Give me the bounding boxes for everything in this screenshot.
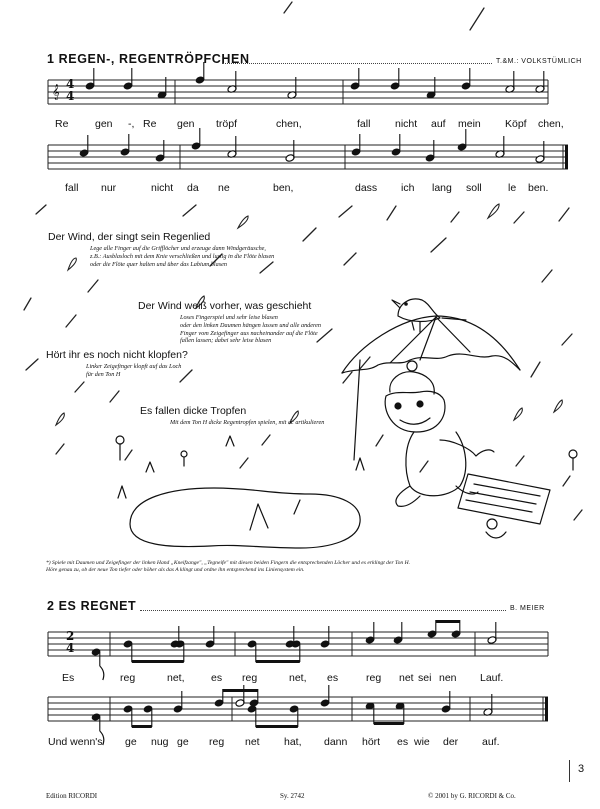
lyric-syllable: ge (177, 736, 189, 748)
lyric-syllable: Und wenn's (48, 736, 103, 748)
lyric-syllable: nur (101, 182, 117, 194)
exercise-3-text-line: für den Ton H (86, 370, 121, 378)
lyric-syllable: es (327, 672, 339, 684)
lyric-syllable: tröpf (216, 118, 238, 130)
clef-symbol: 𝄞 (52, 85, 60, 100)
exercise-4-text (170, 419, 324, 427)
exercise-1-heading: Der Wind, der singt sein Regenlied (48, 231, 211, 243)
page-number: 3 (578, 763, 585, 775)
lyric-syllable: ne (218, 182, 230, 194)
lyric-syllable: chen, (276, 118, 302, 130)
exercise-1-text-line: oder die Flöte quer halten und über das Labium blasen (90, 260, 227, 268)
lyric-syllable: nen (439, 672, 457, 684)
lyric-syllable: reg (120, 672, 136, 684)
lyric-syllable: ben, (273, 182, 294, 194)
song-2-time-signature-den: 4 (66, 641, 75, 655)
song-1-credit: T.&M.: VOLKSTÜMLICH (496, 58, 582, 65)
lyric-syllable: Es (62, 672, 75, 684)
lyric-syllable: sei (418, 672, 432, 684)
lyric-syllable: auf (431, 118, 446, 130)
lyric-syllable: net (245, 736, 260, 748)
exercise-1-text-line: Lege alle Finger auf die Grifflöcher und erzeuge dann Windgeräusche, (90, 245, 266, 252)
beam (256, 725, 298, 728)
lyric-syllable: lang (432, 182, 452, 194)
lyric-syllable: da (187, 182, 199, 194)
lyric-syllable: nug (151, 736, 169, 748)
lyric-syllable: fall (357, 118, 371, 130)
lyric-syllable: hört (362, 736, 381, 748)
exercise-2-text-line: Loses Fingerspiel und sehr leise blasen (180, 314, 278, 321)
title-leader-dots (140, 610, 506, 611)
exercise-3-text (86, 363, 181, 379)
exercise-2-text (180, 314, 321, 345)
lyric-syllable: es (397, 736, 409, 748)
lyric-syllable: Lauf. (480, 672, 504, 684)
lyric-syllable: chen, (538, 118, 564, 130)
lyric-syllable: reg (242, 672, 258, 684)
footer-catalog: Sy. 2742 (280, 792, 305, 800)
exercise-1-text-line: z.B.: Ausblasloch mit dem Knie verschließen und lustig in die Flöte blasen (90, 252, 275, 260)
lyric-syllable: soll (466, 182, 482, 194)
lyric-syllable: ich (401, 182, 415, 194)
footnote (46, 560, 410, 574)
song-2-time-signature-num: 2 (66, 629, 75, 643)
page-number-rule (569, 760, 570, 782)
beam (132, 725, 152, 728)
lyric-syllable: le (508, 182, 517, 194)
exercise-4-heading: Es fallen dicke Tropfen (140, 405, 247, 417)
lyric-syllable: nicht (395, 118, 418, 130)
footer-copyright: © 2001 by G. RICORDI & Co. (428, 792, 516, 800)
lyric-syllable: reg (209, 736, 225, 748)
lyric-syllable: net (399, 672, 414, 684)
footer-edition: Edition RICORDI (46, 792, 98, 800)
lyric-syllable: Re (143, 118, 157, 130)
staff-1 (48, 80, 548, 104)
lyric-syllable: gen (177, 118, 195, 130)
exercise-3-heading: Hört ihr es noch nicht klopfen? (46, 349, 188, 361)
lyric-syllable: dann (324, 736, 348, 748)
lyric-syllable: fall (65, 182, 79, 194)
lyric-syllable: Re (55, 118, 69, 130)
lyric-syllable: ge (125, 736, 137, 748)
lyric-syllable: -, (128, 118, 135, 130)
eighth-flag (100, 666, 104, 680)
exercise-3-text-line: Linker Zeigefinger klopft auf das Loch (86, 363, 182, 370)
lyric-syllable: auf. (482, 736, 500, 748)
lyric-syllable: hat, (284, 736, 302, 748)
song-2-credit: B. MEIER (510, 605, 545, 612)
exercise-2-text-line: fallen lassen; dabei sehr leise blasen (180, 337, 272, 345)
lyric-syllable: ben. (528, 182, 549, 194)
beam (223, 689, 258, 692)
lyric-syllable: dass (355, 182, 378, 194)
exercise-2-heading: Der Wind weiß vorher, was geschieht (138, 300, 312, 312)
beam (132, 660, 184, 663)
exercise-4-text-line: Mit dem Ton H dicke Regentropfen spielen, mit dc artikulieren (170, 419, 325, 426)
lyric-syllable: reg (366, 672, 382, 684)
lyric-syllable: net, (167, 672, 185, 684)
lyric-syllable: der (443, 736, 459, 748)
song-1-time-signature-num: 4 (66, 77, 75, 91)
footnote-line: Höre genau zu, ob der neue Ton tiefer oder höher als das A klingt und ordne ihn entsprechend ins Liniensystem ein. (46, 567, 305, 573)
lyric-syllable: mein (458, 118, 481, 130)
lyric-syllable: nicht (151, 182, 174, 194)
beam (256, 660, 300, 663)
lyric-syllable: Köpf (505, 118, 527, 130)
lyric-syllable: wie (414, 736, 430, 748)
song-1-time-signature-den: 4 (66, 89, 75, 103)
beam (436, 620, 460, 623)
lyric-syllable: es (211, 672, 223, 684)
exercise-2-text-line: Finger vom Zeigefinger aus nacheinander auf die Flöte (180, 329, 318, 337)
song-2-title: 2 ES REGNET (47, 599, 137, 613)
footnote-line: *) Spiele mit Daumen und Zeigefinger der linken Hand „Kneifzange", „Tegneife" mit diesen beiden Fingern die entsprechenden Löcher und es erklingt der Ton H. (46, 560, 411, 566)
exercise-2-text-line: oder den linken Daumen hängen lassen und alle anderen (180, 321, 322, 329)
lyric-syllable: net, (289, 672, 307, 684)
exercise-1-text (90, 245, 274, 268)
song-1-title: 1 REGEN-, REGENTRÖPFCHEN (47, 52, 250, 66)
lyric-syllable: gen (95, 118, 113, 130)
beam (374, 722, 404, 725)
